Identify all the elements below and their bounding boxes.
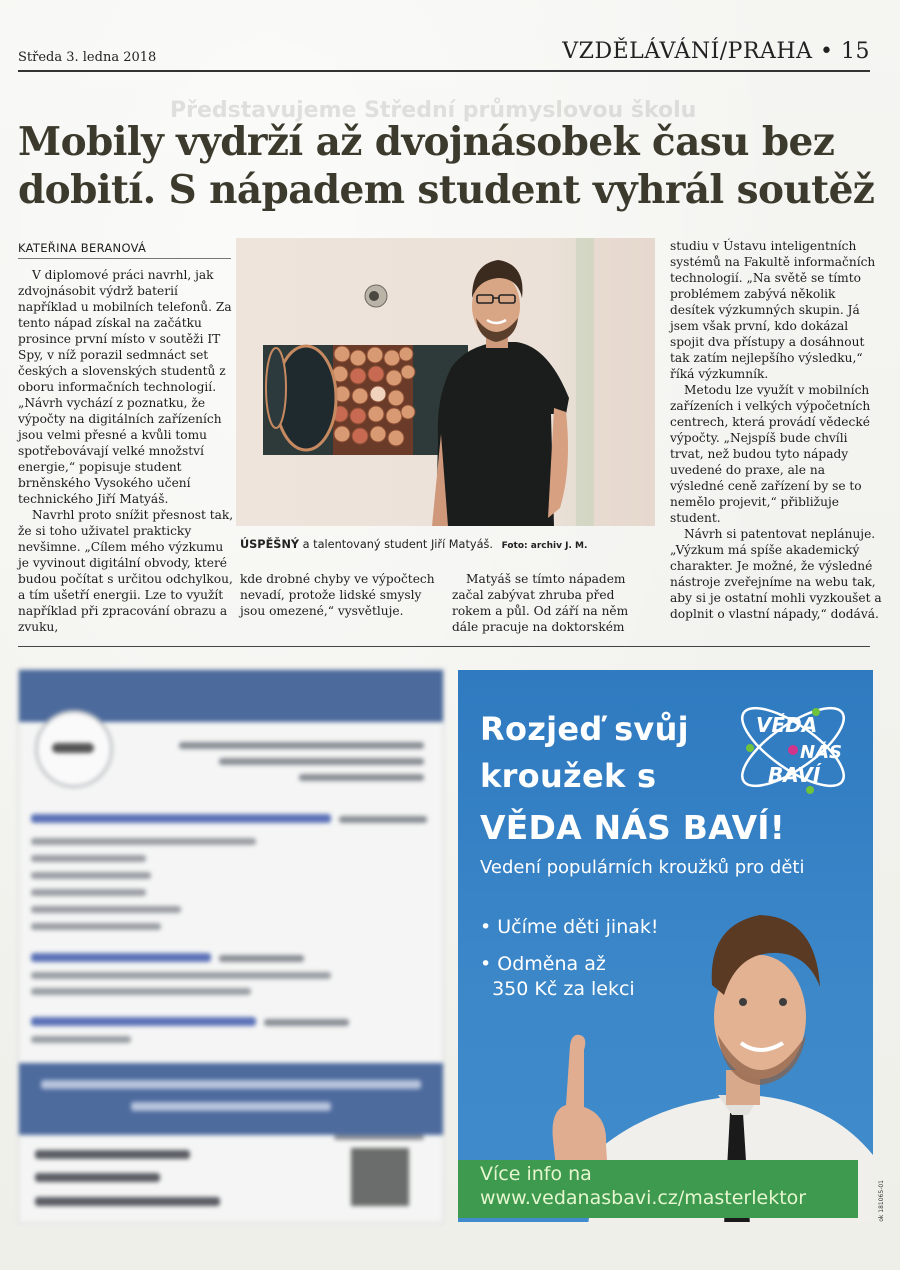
blur-text [334, 1135, 424, 1140]
blur-text [31, 906, 181, 913]
blur-text [339, 816, 427, 823]
blur-text [31, 855, 146, 862]
paragraph: Návrh si patentovat neplánuje. „Výzkum má spíše akademický charakter. Je možné, že výsledné nástroje zveřejníme na webu tak, aby si je ostatní mohli vyzkoušet a doplnit o vlastní nápady,“ dodává. [670, 527, 882, 621]
ad-code: ok 181065-01 [878, 1180, 885, 1222]
logo-line-2: NÁS [800, 742, 842, 763]
blur-text [31, 972, 331, 979]
logo-line-3: BAVÍ [768, 763, 821, 787]
ad-subheadline: Vedení populárních kroužků pro děti [480, 857, 805, 878]
ad-headline-line-2: kroužek s [480, 757, 657, 795]
blur-text [299, 774, 424, 781]
qr-code-icon [351, 1148, 409, 1206]
ad-headline-line-1: Rozjeď svůj [480, 710, 689, 748]
author-byline: KATEŘINA BERANOVÁ [18, 241, 231, 259]
bullet-separator: • [820, 39, 841, 64]
blur-text [31, 872, 151, 879]
veda-nas-bavi-logo-icon [728, 690, 858, 805]
photo-credit: Foto: archiv J. M. [501, 541, 588, 551]
blur-text [35, 1173, 160, 1182]
section-name: VZDĚLÁVÁNÍ/PRAHA [562, 39, 813, 64]
blur-text [31, 988, 251, 995]
headline-line-1: Mobily vydrží až dvojnásobek času bez [18, 119, 835, 165]
paragraph: „Návrh vychází z poznatku, že výpočty na digitálních zařízeních jsou velmi přesné a kvůli tomu spotřebovávají velké množství energie,“ popisuje student brněnského Vysokého učení technického Jiří Matyáš. [18, 396, 222, 506]
blur-text [131, 1102, 331, 1111]
page-number: 15 [841, 39, 870, 64]
logo-line-1: VĚDA [756, 713, 818, 737]
student-photo-image [236, 238, 655, 526]
ad-brand-headline: VĚDA NÁS BAVÍ! [480, 808, 786, 847]
photo-caption [240, 538, 587, 551]
section-header [562, 39, 870, 64]
paragraph: studiu v Ústavu inteligentních systémů na Fakultě informačních technologií. „Na světě se tímto problémem zabývá několik desítek výzkumných skupin. Já jsem však první, kdo dokázal spojit dva přístupy a dosáhnout tak zatím nejlepšího výsledku,“ říká výzkumník. [670, 239, 876, 381]
blur-text [219, 955, 304, 962]
blur-text [41, 1080, 421, 1089]
article-column-4 [670, 238, 882, 622]
blur-text [35, 1197, 220, 1206]
section-separator [18, 646, 870, 647]
blur-text [264, 1019, 349, 1026]
blur-text [31, 838, 256, 845]
veda-nas-bavi-advertisement [458, 670, 873, 1222]
paragraph: kde drobné chyby ve výpočtech nevadí, protože lidské smysly jsou omezené,“ vysvětluje. [240, 572, 435, 618]
paragraph: V diplomové práci navrhl, jak zdvojnásobit výdrž baterií například u mobilních telefonů. Za tento nápad získal na začátku prosince první místo v soutěži IT Spy, v níž porazil sedmnáct set českých a slovenských studentů z oboru informačních technologií. [18, 268, 232, 394]
article-headline [18, 118, 888, 214]
blur-heading [31, 814, 331, 823]
bullet-text: Učíme děti jinak! [497, 916, 659, 938]
caption-text: a talentovaný student Jiří Matyáš. [302, 538, 493, 551]
blur-text [31, 889, 146, 896]
blur-text [219, 758, 424, 765]
bullet-text: Odměna až [497, 953, 606, 975]
article-column-2 [240, 571, 440, 619]
ad-date-band [19, 1063, 443, 1135]
blur-text [179, 742, 424, 749]
article-column-3 [452, 571, 652, 635]
ad-headline [480, 706, 689, 800]
ad-bullet-1: • Učíme děti jinak! [480, 916, 659, 938]
blur-heading [31, 1017, 256, 1026]
article-photo [236, 238, 655, 526]
blur-text [35, 1150, 190, 1159]
caption-lead: ÚSPĚŠNÝ [240, 538, 300, 551]
article-column-1 [18, 267, 236, 635]
blur-text [31, 923, 161, 930]
ad-cta-banner [458, 1160, 858, 1218]
issue-date: Středa 3. ledna 2018 [18, 50, 157, 65]
school-logo-icon [35, 710, 113, 788]
headline-line-2: dobití. S nápadem student vyhrál soutěž [18, 167, 875, 213]
bullet-text: 350 Kč za lekci [492, 978, 635, 1000]
paragraph: Navrhl proto snížit přesnost tak, že si toho uživatel prakticky nevšimne. „Cílem mého výzkumu je vyvinout digitální obvody, které budou počítat s určitou odchylkou, a tím ušetří energii. Lze to využít například při zpracování obrazu a zvuku, [18, 508, 234, 634]
paragraph: Matyáš se tímto nápadem začal zabývat zhruba před rokem a půl. Od září na něm dále pracuje na doktorském [452, 572, 629, 634]
blurred-advertisement [18, 669, 444, 1224]
bleed-through-text: Představujeme Střední průmyslovou školu [170, 98, 697, 123]
paragraph: Metodu lze využít v mobilních zařízeních i velkých výpočetních centrech, která provádí vědecké výpočty. „Nejspíš bude chvíli trvat, než budou tyto nápady uvedené do praxe, ale na výsledné ceně zařízení by se to nemělo projevit,“ přibližuje student. [670, 383, 871, 525]
header-rule [18, 70, 870, 72]
ad-cta-url[interactable]: www.vedanasbavi.cz/masterlektor [480, 1187, 807, 1209]
blur-text [31, 1036, 131, 1043]
ad-cta-line: Více info na [480, 1163, 592, 1185]
blur-heading [31, 953, 211, 962]
ad-bullet-2: • Odměna až 350 Kč za lekci [480, 953, 635, 1000]
